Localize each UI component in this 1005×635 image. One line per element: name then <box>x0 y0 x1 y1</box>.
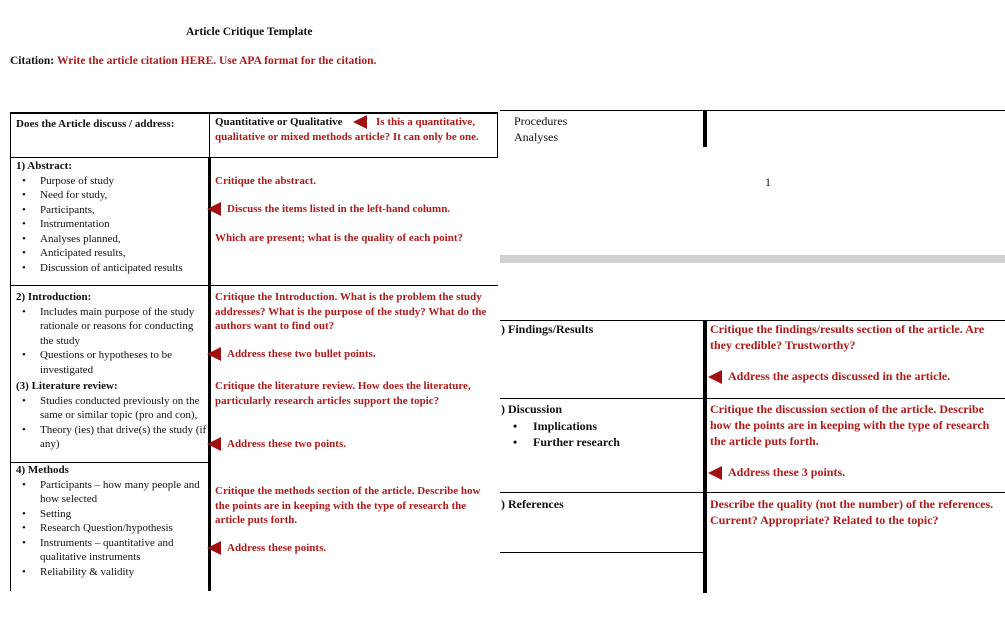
arrow-left-icon <box>708 370 722 384</box>
list-item: • Anticipated results, <box>16 246 208 261</box>
findings-heading: ) Findings/Results <box>501 322 594 336</box>
discussion-list <box>501 418 701 450</box>
right-top-border <box>500 110 1005 111</box>
abstract-question[interactable]: Which are present; what is the quality of each point? <box>215 232 464 244</box>
citation-text[interactable]: Write the article citation HERE. Use APA format for the citation. <box>56 55 377 67</box>
literature-cell <box>16 379 208 452</box>
abstract-cell <box>16 159 208 275</box>
arrow-left-icon <box>353 115 367 129</box>
abstract-arrow-row <box>207 202 497 217</box>
findings-critique[interactable]: Critique the findings/results section of the article. Are they credible? Trustworthy? <box>710 322 985 352</box>
critique-table-left <box>10 112 498 590</box>
list-item: • Questions or hypotheses to be investigated <box>16 348 208 377</box>
literature-list <box>16 394 208 452</box>
list-item: • Setting <box>16 507 208 522</box>
page-break-bar <box>500 255 1005 263</box>
literature-arrow-row <box>207 437 497 452</box>
introduction-cell <box>16 290 208 377</box>
literature-heading: (3) Literature review: <box>16 380 118 392</box>
list-item: • Need for study, <box>16 188 208 203</box>
abstract-heading: 1) Abstract: <box>16 160 72 172</box>
literature-arrow-note: Address these two points. <box>227 438 346 450</box>
introduction-heading: 2) Introduction: <box>16 291 92 303</box>
discussion-arrow-note: Address these 3 points. <box>728 465 846 479</box>
methods-heading: 4) Methods <box>16 464 69 476</box>
discussion-cell <box>501 401 701 450</box>
right-column-divider-top <box>703 110 707 147</box>
page-number: 1 <box>765 175 771 189</box>
arrow-left-icon <box>207 541 221 555</box>
arrow-left-icon <box>207 347 221 361</box>
methods-list <box>16 478 208 580</box>
literature-critique[interactable]: Critique the literature review. How does the literature, particularly research articles support the topic? <box>215 380 471 407</box>
discussion-heading: ) Discussion <box>501 402 563 416</box>
header-col1: Does the Article discuss / address: <box>16 118 175 130</box>
list-item: • Discussion of anticipated results <box>16 261 208 276</box>
header-col2-note: Is this a quantitative, qualitative or mixed methods article? It can only be one. <box>215 116 479 143</box>
methods-cell <box>16 463 208 579</box>
introduction-arrow-note: Address these two bullet points. <box>227 348 376 360</box>
list-item: • Includes main purpose of the study rationale or reasons for conducting the study <box>16 305 208 349</box>
methods-arrow-row <box>207 541 497 556</box>
list-item: • Instruments – quantitative and qualitative instruments <box>16 536 208 565</box>
header-col2-title: Quantitative or Qualitative <box>215 116 343 128</box>
abstract-critique[interactable]: Critique the abstract. <box>215 175 317 187</box>
references-critique[interactable]: Describe the quality (not the number) of the references. Current? Appropriate? Related to the topic? <box>710 497 994 527</box>
list-item: • Analyses planned, <box>16 232 208 247</box>
discussion-top-border <box>500 398 1005 399</box>
citation-line <box>10 55 376 67</box>
list-item: • Reliability & validity <box>16 565 208 580</box>
introduction-critique[interactable]: Critique the Introduction. What is the problem the study addresses? What is the purpose of the study? What do the authors want to find out? <box>215 291 487 332</box>
list-item: • Instrumentation <box>16 217 208 232</box>
list-item: • Participants – how many people and how selected <box>16 478 208 507</box>
list-item: • Research Question/hypothesis <box>16 521 208 536</box>
list-item: • Participants, <box>16 203 208 218</box>
findings-arrow-note: Address the aspects discussed in the article. <box>728 369 951 383</box>
methods-critique[interactable]: Critique the methods section of the article. Describe how the points are in keeping with the type of research the article puts forth. <box>215 485 481 526</box>
arrow-left-icon <box>207 202 221 216</box>
references-heading: ) References <box>501 497 564 511</box>
top-items-cell <box>514 113 694 145</box>
methods-arrow-note: Address these points. <box>227 542 327 554</box>
page-title: Article Critique Template <box>186 26 313 38</box>
list-item: • Studies conducted previously on the same or similar topic (pro and con), <box>16 394 208 423</box>
discussion-arrow-row <box>708 464 1005 480</box>
introduction-list <box>16 305 208 378</box>
abstract-arrow-note: Discuss the items listed in the left-hand column. <box>227 203 451 215</box>
header-col2 <box>215 115 497 144</box>
list-item: • Implications <box>501 418 701 434</box>
top-item: Procedures <box>514 114 568 128</box>
citation-label: Citation: <box>10 55 55 67</box>
column-divider <box>208 157 211 591</box>
list-item: • Further research <box>501 434 701 450</box>
list-item: • Purpose of study <box>16 174 208 189</box>
arrow-left-icon <box>207 437 221 451</box>
list-item: • Theory (ies) that drive(s) the study (if any) <box>16 423 208 452</box>
references-bottom-border <box>500 552 705 553</box>
findings-arrow-row <box>708 368 1005 384</box>
arrow-left-icon <box>708 466 722 480</box>
top-item: Analyses <box>514 130 558 144</box>
introduction-arrow-row <box>207 347 497 362</box>
references-top-border <box>500 492 1005 493</box>
discussion-critique[interactable]: Critique the discussion section of the article. Describe how the points are in keeping with the type of research the article puts forth. <box>710 402 990 448</box>
abstract-list <box>16 174 208 276</box>
